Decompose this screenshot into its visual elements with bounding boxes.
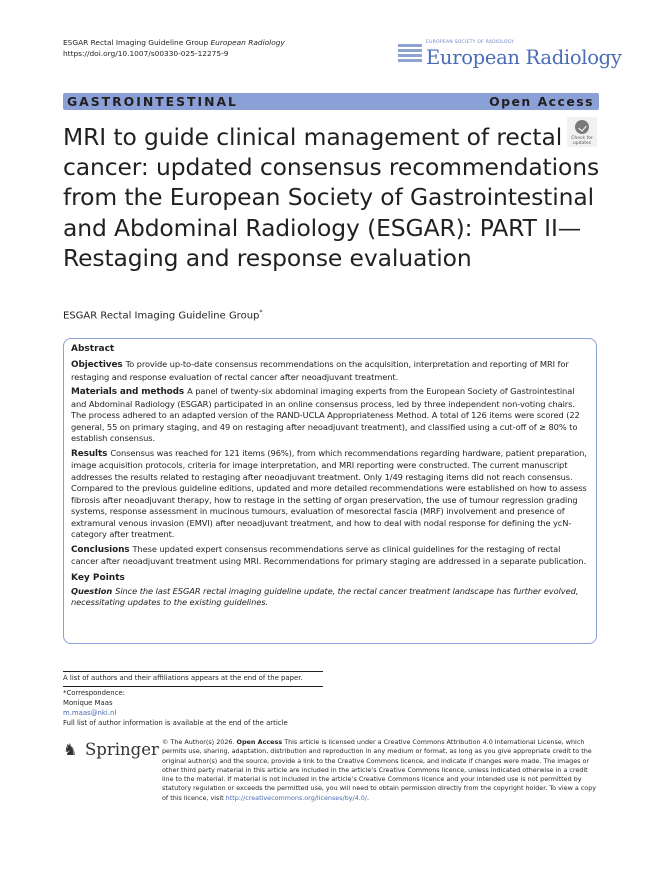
doi-link[interactable]: https://doi.org/10.1007/s00330-025-12275-9 xyxy=(63,49,229,58)
question-label: Question xyxy=(71,585,113,596)
question-text: Since the last ESGAR rectal imaging guideline update, the rectal cancer treatment landscape has further evolved, necessitating updates to the existing guidelines. xyxy=(71,585,579,607)
license-text xyxy=(162,738,598,803)
key-point-question xyxy=(71,586,589,609)
author-mark: * xyxy=(259,308,263,316)
key-points-heading: Key Points xyxy=(71,572,125,583)
methods-label: Materials and methods xyxy=(71,387,185,397)
license-link[interactable]: http://creativecommons.org/licenses/by/4.0/ xyxy=(225,793,368,802)
open-access-label: Open Access xyxy=(489,94,594,109)
springer-horse-icon: ♞ xyxy=(63,740,78,759)
abstract-conclusions xyxy=(71,544,589,568)
copyright-notice: © The Author(s) 2026. xyxy=(162,738,235,746)
citation-journal: European Radiology xyxy=(210,38,285,47)
springer-wordmark: Springer xyxy=(85,740,159,759)
affiliations-note: A list of authors and their affiliations appears at the end of the paper. xyxy=(63,674,303,682)
journal-citation xyxy=(63,37,285,48)
esr-logo-icon xyxy=(398,44,422,64)
check-updates-icon xyxy=(575,120,589,134)
author-line xyxy=(63,308,263,321)
article-meta xyxy=(63,37,285,59)
license-body: This article is licensed under a Creative Commons Attribution 4.0 International License, which permits use, sharing, adaptation, distribution and reproduction in any medium or format, as long as you give appropriate credit to the original author(s) and the source, provide a link to the Creative Commons licence, and indicate if changes were made. The images or other third party material in this article are included in the article’s Creative Commons licence, unless indicated otherwise in a credit line to the material. If material is not included in the article’s Creative Commons licence and your intended use is not permitted by statutory regulation or exceeds the permitted use, you will need to obtain permission directly from the copyright holder. To view a copy of this licence, visit xyxy=(162,738,597,802)
license-open-access: Open Access xyxy=(236,738,283,746)
citation-group: ESGAR Rectal Imaging Guideline Group xyxy=(63,38,211,47)
conclusions-text: These updated expert consensus recommendations serve as clinical guidelines for the restaging of rectal cancer after neoadjuvant treatment using MRI. Recommendations for primary staging are addressed in a separate publication. xyxy=(71,543,586,566)
abstract-results xyxy=(71,448,589,541)
results-label: Results xyxy=(71,448,108,459)
journal-logo xyxy=(398,38,622,70)
author-group[interactable]: ESGAR Rectal Imaging Guideline Group xyxy=(63,310,260,322)
author-info-note: Full list of author information is available at the end of the article xyxy=(63,719,288,727)
logo-journal-name: European Radiology xyxy=(426,46,622,69)
section-label: GASTROINTESTINAL xyxy=(67,94,238,109)
section-bar xyxy=(63,93,599,110)
correspondence-block xyxy=(63,688,288,728)
footnote-divider xyxy=(63,671,323,672)
logo-society-name: EUROPEAN SOCIETY OF RADIOLOGY xyxy=(426,40,515,45)
objectives-text: To provide up-to-date consensus recommendations on the acquisition, interpretation and reporting of MRI for restaging and response evaluation of rectal cancer after neoadjuvant treatment. xyxy=(71,359,569,382)
results-text: Consensus was reached for 121 items (96%), from which recommendations regarding hardware, patient preparation, image acquisition protocols, criteria for image interpretation, and MRI reporting were constructed. The current manuscript addresses the results related to restaging after neoadjuvant treatment. Only 1/49 restaging items did not reach consensus. Compared to the previous guideline editions, updated and more detailed recommendations were established on how to assess fibrosis after neoadjuvant therapy, how to restage in the setting of organ preservation, the use of tumour regression grading systems, response assessment in mucinous tumours, evaluation of mesorectal fascia (MRF) involvement and presence of extramural venous invasion (EMVI) after neoadjuvant treatment, and how to deal with nodal response for defining the ycN-category after treatment. xyxy=(71,447,587,539)
correspondence-label: *Correspondence: xyxy=(63,689,125,697)
objectives-label: Objectives xyxy=(71,360,123,370)
abstract-heading: Abstract xyxy=(71,344,115,354)
license-end: . xyxy=(367,793,370,802)
check-updates-label: Check for updates xyxy=(571,136,593,146)
springer-logo xyxy=(63,740,159,760)
conclusions-label: Conclusions xyxy=(71,544,130,555)
abstract-box xyxy=(63,338,597,644)
correspondence-name: Monique Maas xyxy=(63,699,113,707)
correspondence-email[interactable]: m.maas@nki.nl xyxy=(63,709,117,717)
footnote-divider xyxy=(63,686,323,687)
article-title: MRI to guide clinical management of rectal cancer: updated consensus recommendations from the European Society of Gastrointestinal and Abdominal Radiology (ESGAR): PART II—Restaging and response evaluation xyxy=(63,123,600,272)
methods-text: A panel of twenty-six abdominal imaging experts from the European Society of Gastrointestinal and Abdominal Radiology (ESGAR) participated in an online consensus process, led by three independent non-voting chairs. The process adhered to an adapted version of the RAND-UCLA Appropriateness Method. A total of 126 items were scored (22 general, 55 on primary staging, and 49 on restaging after neoadjuvant treatment), and classified using a cut-off of ≥ 80% to establish consensus. xyxy=(71,386,580,443)
check-for-updates-button[interactable] xyxy=(567,117,597,147)
abstract-objectives xyxy=(71,359,589,383)
abstract-methods xyxy=(71,386,589,445)
